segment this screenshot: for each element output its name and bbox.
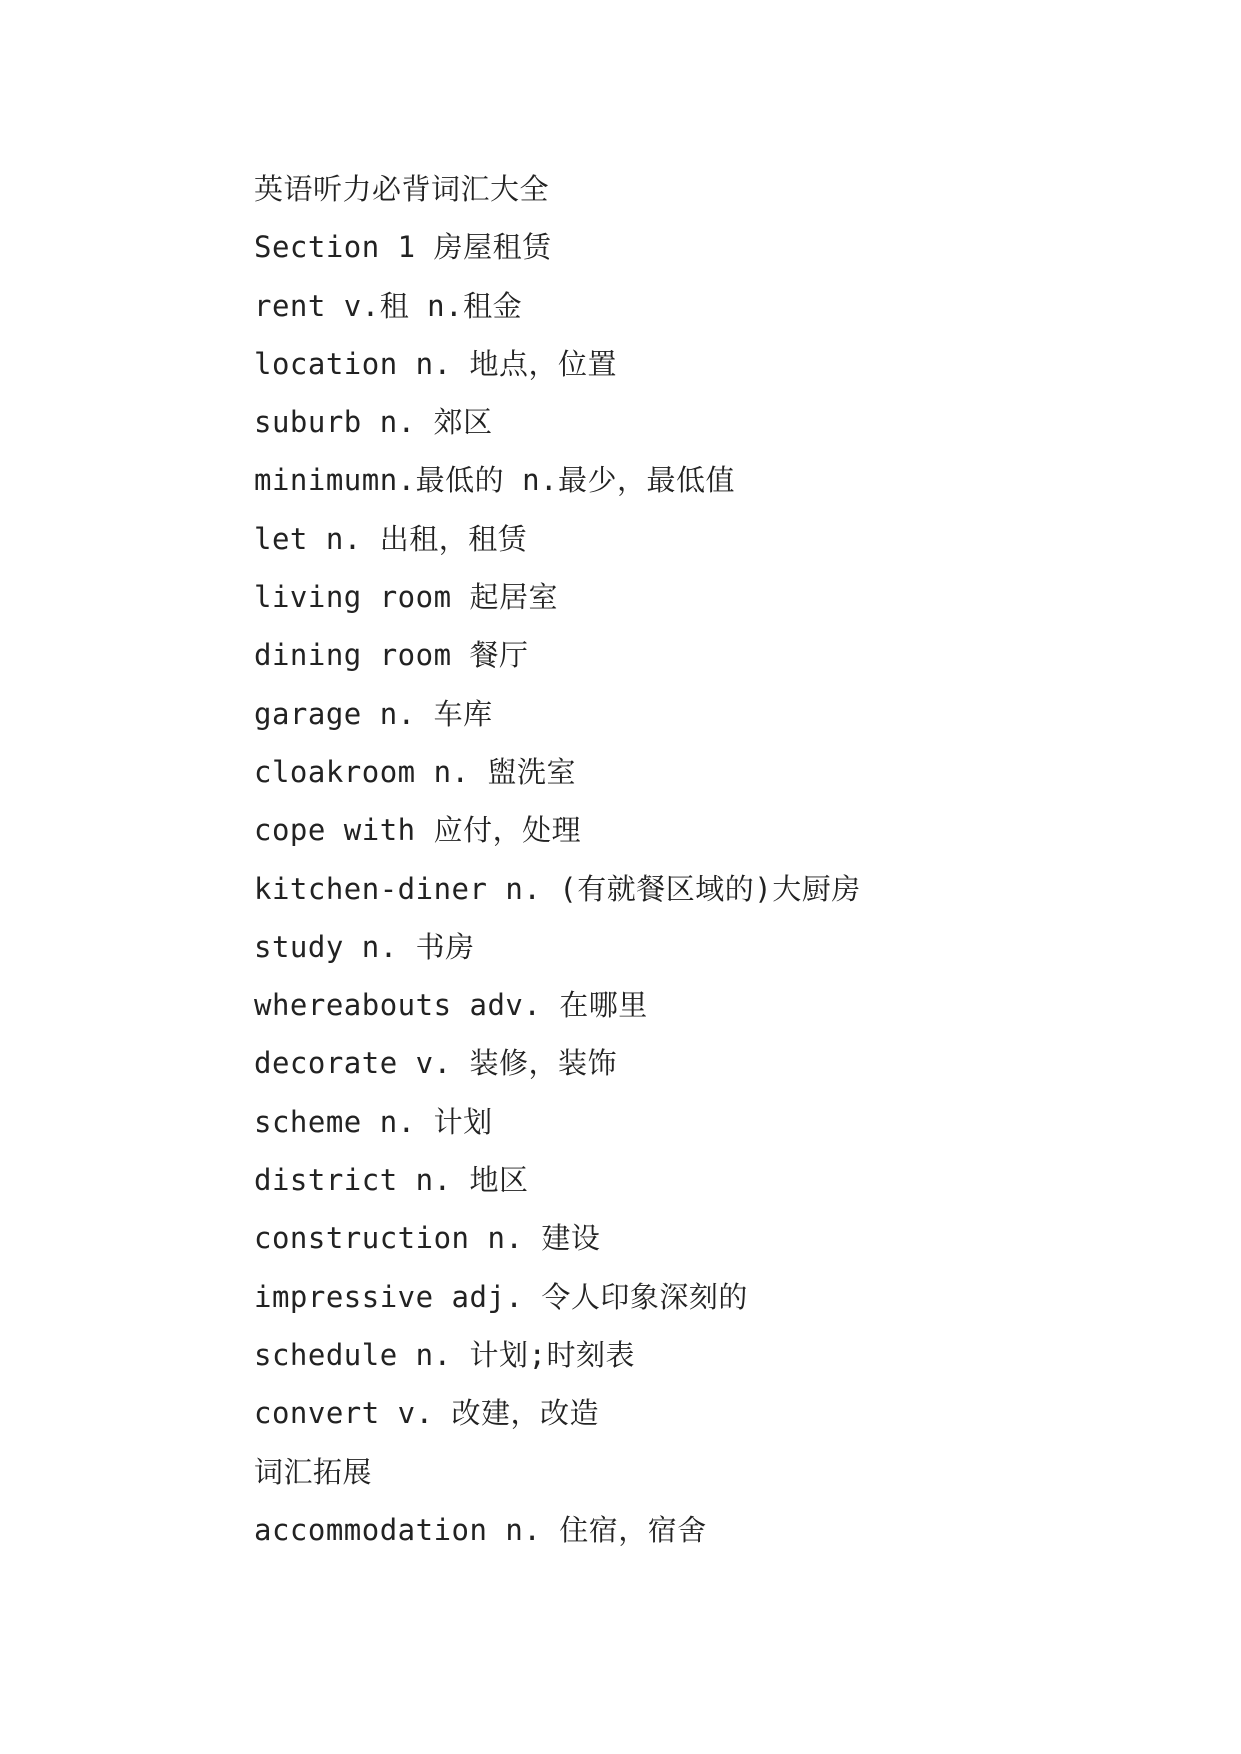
vocab-line: let n. 出租，租赁 [254,521,528,556]
vocab-line: accommodation n. 住宿，宿舍 [254,1512,707,1547]
vocab-line: convert v. 改建，改造 [254,1396,600,1431]
subsection-heading: 词汇拓展 [254,1454,373,1489]
vocab-line: kitchen-diner n. (有就餐区域的)大厨房 [254,871,861,906]
vocab-line: cope with 应付，处理 [254,813,582,848]
vocab-line: dining room 餐厅 [254,638,529,673]
vocab-line: study n. 书房 [254,929,475,964]
vocab-line: scheme n. 计划 [254,1104,493,1139]
vocab-line: location n. 地点，位置 [254,346,618,381]
vocab-line: schedule n. 计划;时刻表 [254,1337,635,1372]
vocab-line: construction n. 建设 [254,1221,601,1256]
vocab-line: garage n. 车库 [254,696,493,731]
vocab-line: district n. 地区 [254,1163,529,1198]
document-title: 英语听力必背词汇大全 [254,172,550,206]
vocab-line: minimumn.最低的 n.最少，最低值 [254,463,736,498]
vocab-line: rent v.租 n.租金 [254,288,523,323]
vocab-line: whereabouts adv. 在哪里 [254,988,648,1023]
section-heading: Section 1 房屋租赁 [254,230,552,265]
vocab-line: living room 起居室 [254,580,559,615]
vocab-line: impressive adj. 令人印象深刻的 [254,1279,748,1314]
vocab-line: cloakroom n. 盥洗室 [254,754,576,789]
vocabulary-list [254,160,1154,1559]
vocab-line: decorate v. 装修，装饰 [254,1046,618,1081]
vocab-line: suburb n. 郊区 [254,405,493,440]
